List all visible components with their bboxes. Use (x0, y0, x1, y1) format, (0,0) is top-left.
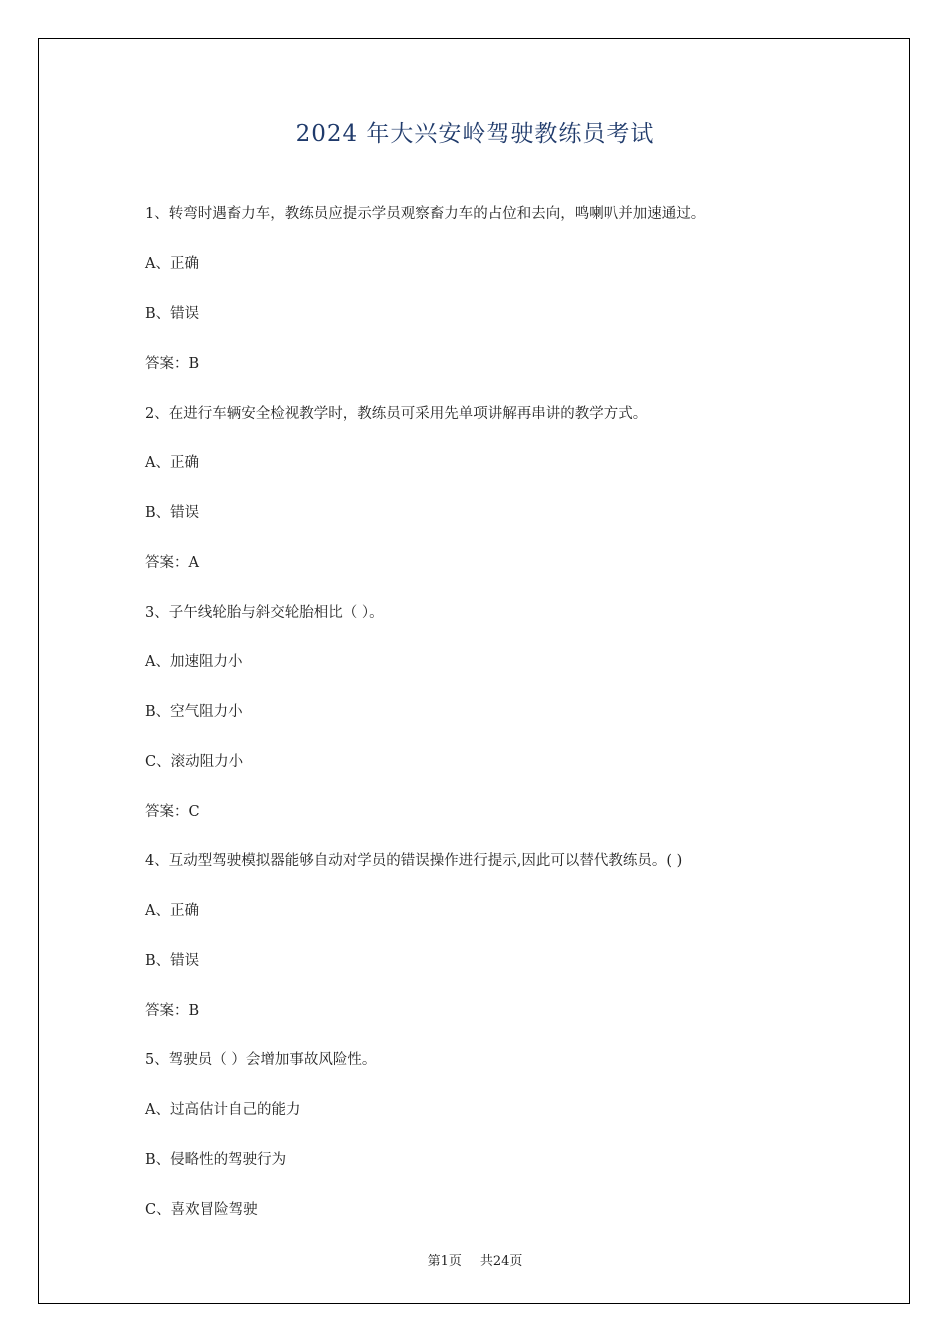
question-3-option-a: A、加速阻力小 (145, 654, 243, 670)
question-4-answer: 答案：B (145, 1003, 200, 1019)
question-5-option-b: B、侵略性的驾驶行为 (145, 1152, 287, 1168)
question-3-option-b: B、空气阻力小 (145, 704, 243, 720)
question-4-text: 4、互动型驾驶模拟器能够自动对学员的错误操作进行提示,因此可以替代教练员。( ) (145, 853, 683, 869)
question-3-text: 3、子午线轮胎与斜交轮胎相比（ ）。 (145, 605, 384, 621)
document-title: 2024 年大兴安岭驾驶教练员考试 (295, 121, 655, 147)
question-4-option-b: B、错误 (145, 953, 200, 969)
question-1-option-a: A、正确 (145, 256, 199, 272)
question-5-option-a: A、过高估计自己的能力 (145, 1102, 301, 1118)
page-number-current: 第1页 (427, 1254, 462, 1269)
page-footer (0, 1250, 950, 1269)
question-2-option-a: A、正确 (145, 455, 199, 471)
question-1-answer: 答案：B (145, 356, 200, 372)
question-5-option-c: C、喜欢冒险驾驶 (145, 1202, 258, 1218)
question-1-text: 1、转弯时遇畜力车，教练员应提示学员观察畜力车的占位和去向，鸣喇叭并加速通过。 (145, 206, 706, 222)
question-2-answer: 答案：A (145, 555, 199, 571)
question-4-option-a: A、正确 (145, 903, 199, 919)
question-3-option-c: C、滚动阻力小 (145, 754, 244, 770)
question-3-answer: 答案：C (145, 804, 200, 820)
page-number-total: 共24页 (479, 1254, 523, 1269)
question-1-option-b: B、错误 (145, 306, 200, 322)
question-2-option-b: B、错误 (145, 505, 200, 521)
question-5-text: 5、驾驶员（ ）会增加事故风险性。 (145, 1052, 377, 1068)
question-2-text: 2、在进行车辆安全检视教学时，教练员可采用先单项讲解再串讲的教学方式。 (145, 406, 648, 422)
